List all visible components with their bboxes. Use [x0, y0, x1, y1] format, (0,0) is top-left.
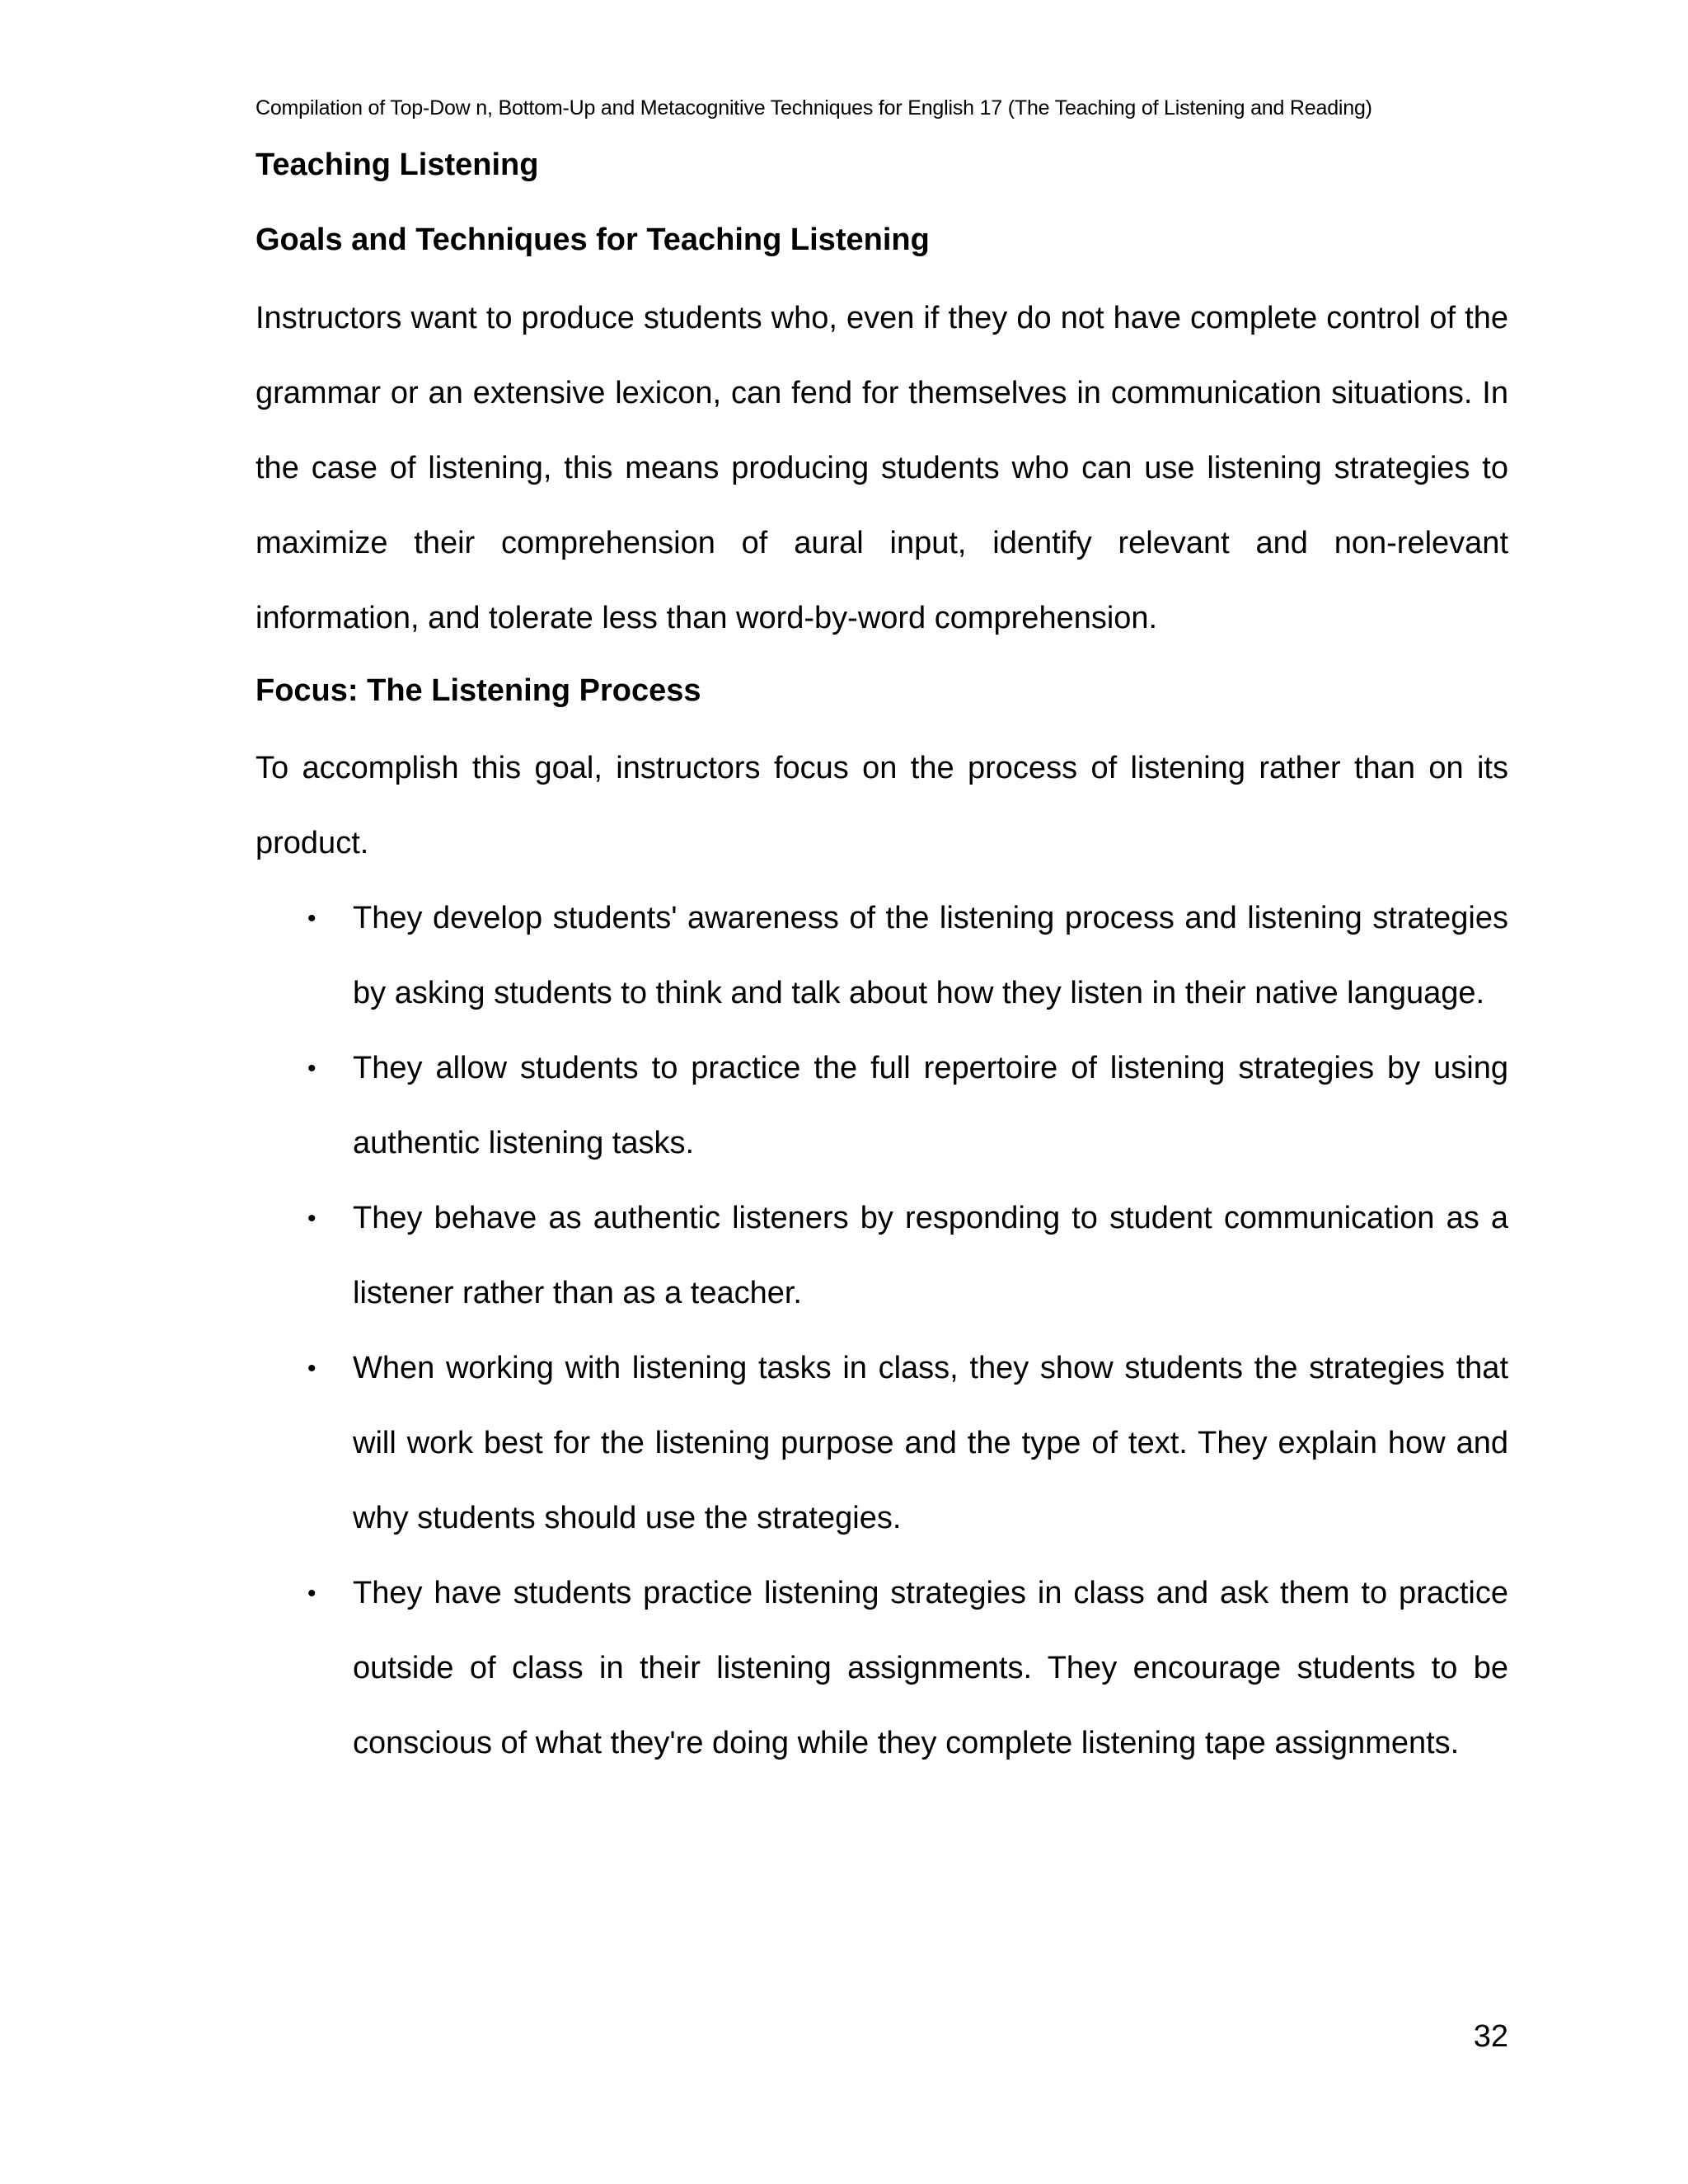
list-item: [256, 1031, 1508, 1181]
page-number: 32: [1473, 2019, 1508, 2054]
list-item: [256, 1556, 1508, 1781]
list-item: [256, 1331, 1508, 1556]
section-heading: Teaching Listening: [256, 148, 539, 182]
subsection-heading-focus: Focus: The Listening Process: [256, 673, 701, 708]
list-item-text: They allow students to practice the full repertoire of listening strategies by using authentic listening tasks.: [353, 1051, 1508, 1160]
list-item-text: They have students practice listening strategies in class and ask them to practice outside of class in their listening assignments. They encourage students to be conscious of what they're doing while they complete listening tape assignments.: [353, 1576, 1508, 1760]
focus-paragraph: To accomplish this goal, instructors focus on the process of listening rather than on its product.: [256, 751, 1508, 860]
intro-paragraph: Instructors want to produce students who, even if they do not have complete control of the grammar or an extensive lexicon, can fend for themselves in communication situations. In the case of listening, this means producing students who can use listening strategies to maximize their comprehension of aural input, identify relevant and non-relevant information, and tolerate less than word-by-word comprehension.: [256, 301, 1508, 635]
bullet-icon: •: [307, 1205, 316, 1232]
list-item-text: They behave as authentic listeners by responding to student communication as a listener rather than as a teacher.: [353, 1201, 1508, 1310]
list-item: [256, 1181, 1508, 1331]
bullet-icon: •: [307, 1355, 316, 1382]
bullet-icon: •: [307, 1580, 316, 1607]
bullet-icon: •: [307, 1055, 316, 1082]
bullet-icon: •: [307, 905, 316, 932]
running-header: Compilation of Top-Dow n, Bottom-Up and Metacognitive Techniques for English 17 (The Teaching of Listening and Reading): [256, 96, 1372, 120]
list-item-text: When working with listening tasks in class, they show students the strategies that will work best for the listening purpose and the type of text. They explain how and why students should use the strategies.: [353, 1351, 1508, 1535]
subsection-heading-goals: Goals and Techniques for Teaching Listening: [256, 223, 930, 257]
list-item: [256, 881, 1508, 1031]
technique-list: [256, 881, 1508, 1781]
list-item-text: They develop students' awareness of the listening process and listening strategies by asking students to think and talk about how they listen in their native language.: [353, 901, 1508, 1010]
